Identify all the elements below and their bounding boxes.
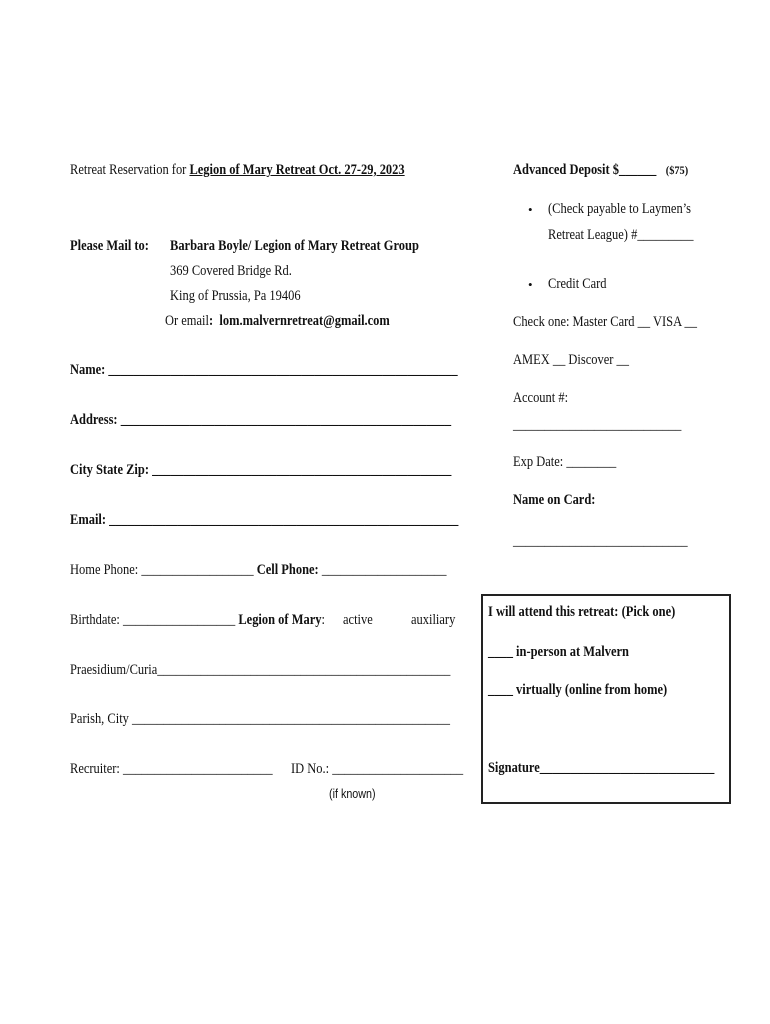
bullet-icon: • [528,277,533,292]
phone-row[interactable] [70,562,508,579]
in-person-option[interactable]: ____ in-person at Malvern [488,644,629,660]
attend-title: I will attend this retreat: (Pick one) [488,604,676,620]
email-field[interactable]: Email: ________________________________________________________ [70,512,459,528]
parish-field[interactable]: Parish, City ___________________________________________________ [70,711,450,727]
if-known-note: (if known) [329,787,376,801]
city-state-zip-field[interactable]: City State Zip: ________________________________________________ [70,462,452,478]
address-field[interactable]: Address: _____________________________________________________ [70,412,452,428]
name-on-card-label: Name on Card: [513,492,596,508]
birthdate-row[interactable] [70,612,366,629]
title-prefix: Retreat Reservation for [70,162,190,178]
cell-phone-label: Cell Phone: [256,562,319,578]
mail-recipient: Barbara Boyle/ Legion of Mary Retreat Group [170,238,419,254]
event-name: Legion of Mary Retreat Oct. 27-29, 2023 [189,162,405,178]
home-phone-field[interactable]: Home Phone: __________________ [70,562,254,578]
email-label: Or email [165,313,209,329]
option-auxiliary[interactable]: auxiliary [411,612,456,628]
account-field[interactable]: ___________________________ [513,417,682,433]
form-title [70,162,459,179]
email-colon: : [208,313,214,329]
mail-street: 369 Covered Bridge Rd. [170,263,292,279]
card-type-row[interactable]: Check one: Master Card __ VISA __ [513,314,698,330]
legion-colon: : [321,612,325,628]
exp-date-field[interactable]: Exp Date: ________ [513,454,617,470]
deposit-amount: ($75) [665,163,689,177]
name-on-card-field[interactable]: ____________________________ [513,533,688,549]
account-label: Account #: [513,390,569,406]
id-no-field[interactable]: ID No.: _____________________ [291,761,464,777]
praesidium-field[interactable]: Praesidium/Curia_______________________________________________ [70,662,451,678]
check-payable-line2[interactable]: Retreat League) #_________ [548,227,694,243]
mail-email [165,313,426,330]
signature-field[interactable]: Signature____________________________ [488,760,715,776]
check-payable-line1: (Check payable to Laymen’s [548,201,692,217]
virtual-option[interactable]: ____ virtually (online from home) [488,682,668,698]
email-address: lom.malvernretreat@gmail.com [219,313,390,329]
card-type-row-2[interactable]: AMEX __ Discover __ [513,352,630,368]
bullet-icon: • [528,202,533,217]
mail-label: Please Mail to: [70,238,149,254]
birthdate-field[interactable]: Birthdate: __________________ [70,612,236,628]
legion-of-mary-label: Legion of Mary [238,612,322,628]
deposit-row [513,162,717,179]
option-active[interactable]: active [343,612,373,628]
cell-phone-field[interactable]: ____________________ [318,562,447,578]
name-field[interactable]: Name: ________________________________________________________ [70,362,458,378]
credit-card-label: Credit Card [548,276,607,292]
mail-city: King of Prussia, Pa 19406 [170,288,301,304]
deposit-label: Advanced Deposit $______ [513,162,657,178]
recruiter-field[interactable]: Recruiter: ________________________ [70,761,273,777]
